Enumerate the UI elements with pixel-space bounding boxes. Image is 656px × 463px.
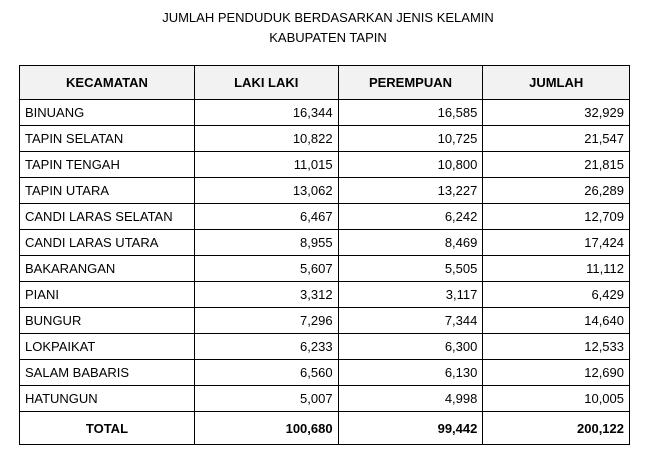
cell-kecamatan: BUNGUR — [20, 308, 195, 334]
cell-kecamatan: TAPIN TENGAH — [20, 152, 195, 178]
cell-kecamatan: TAPIN SELATAN — [20, 126, 195, 152]
cell-kecamatan: LOKPAIKAT — [20, 334, 195, 360]
table-row — [20, 308, 630, 334]
table-row — [20, 256, 630, 282]
cell-perempuan: 8,469 — [338, 230, 483, 256]
cell-laki-laki: 11,015 — [194, 152, 338, 178]
cell-laki-laki: 6,233 — [194, 334, 338, 360]
population-table — [19, 65, 630, 445]
cell-perempuan: 7,344 — [338, 308, 483, 334]
table-body — [20, 100, 630, 445]
cell-jumlah: 17,424 — [483, 230, 630, 256]
cell-laki-laki: 3,312 — [194, 282, 338, 308]
cell-perempuan: 6,242 — [338, 204, 483, 230]
cell-perempuan: 6,300 — [338, 334, 483, 360]
table-row — [20, 126, 630, 152]
cell-laki-laki: 6,560 — [194, 360, 338, 386]
header-laki-laki: LAKI LAKI — [194, 66, 338, 100]
table-row — [20, 152, 630, 178]
cell-kecamatan: PIANI — [20, 282, 195, 308]
cell-perempuan: 5,505 — [338, 256, 483, 282]
header-perempuan: PEREMPUAN — [338, 66, 483, 100]
cell-perempuan: 16,585 — [338, 100, 483, 126]
cell-laki-laki: 6,467 — [194, 204, 338, 230]
table-row — [20, 360, 630, 386]
cell-perempuan: 13,227 — [338, 178, 483, 204]
cell-kecamatan: BINUANG — [20, 100, 195, 126]
total-row — [20, 412, 630, 445]
table-row — [20, 386, 630, 412]
cell-jumlah: 12,690 — [483, 360, 630, 386]
total-label: TOTAL — [20, 412, 195, 445]
cell-laki-laki: 10,822 — [194, 126, 338, 152]
cell-jumlah: 11,112 — [483, 256, 630, 282]
total-perempuan: 99,442 — [338, 412, 483, 445]
table-row — [20, 204, 630, 230]
cell-laki-laki: 7,296 — [194, 308, 338, 334]
cell-laki-laki: 5,607 — [194, 256, 338, 282]
cell-kecamatan: SALAM BABARIS — [20, 360, 195, 386]
cell-laki-laki: 16,344 — [194, 100, 338, 126]
title-line-1: JUMLAH PENDUDUK BERDASARKAN JENIS KELAMIN — [162, 10, 494, 25]
cell-jumlah: 21,815 — [483, 152, 630, 178]
cell-jumlah: 12,709 — [483, 204, 630, 230]
cell-laki-laki: 8,955 — [194, 230, 338, 256]
cell-perempuan: 4,998 — [338, 386, 483, 412]
table-row — [20, 230, 630, 256]
cell-jumlah: 14,640 — [483, 308, 630, 334]
cell-kecamatan: CANDI LARAS UTARA — [20, 230, 195, 256]
table-row — [20, 334, 630, 360]
total-laki-laki: 100,680 — [194, 412, 338, 445]
cell-perempuan: 10,800 — [338, 152, 483, 178]
header-row — [20, 66, 630, 100]
cell-jumlah: 21,547 — [483, 126, 630, 152]
cell-jumlah: 32,929 — [483, 100, 630, 126]
header-kecamatan: KECAMATAN — [20, 66, 195, 100]
table-row — [20, 100, 630, 126]
table-row — [20, 282, 630, 308]
cell-kecamatan: TAPIN UTARA — [20, 178, 195, 204]
cell-jumlah: 6,429 — [483, 282, 630, 308]
cell-kecamatan: HATUNGUN — [20, 386, 195, 412]
title-line-2: KABUPATEN TAPIN — [269, 30, 387, 45]
cell-kecamatan: BAKARANGAN — [20, 256, 195, 282]
header-jumlah: JUMLAH — [483, 66, 630, 100]
cell-perempuan: 6,130 — [338, 360, 483, 386]
cell-laki-laki: 13,062 — [194, 178, 338, 204]
cell-jumlah: 26,289 — [483, 178, 630, 204]
cell-laki-laki: 5,007 — [194, 386, 338, 412]
table-row — [20, 178, 630, 204]
cell-jumlah: 12,533 — [483, 334, 630, 360]
cell-perempuan: 10,725 — [338, 126, 483, 152]
cell-kecamatan: CANDI LARAS SELATAN — [20, 204, 195, 230]
cell-perempuan: 3,117 — [338, 282, 483, 308]
total-jumlah: 200,122 — [483, 412, 630, 445]
document-title — [0, 8, 656, 48]
cell-jumlah: 10,005 — [483, 386, 630, 412]
